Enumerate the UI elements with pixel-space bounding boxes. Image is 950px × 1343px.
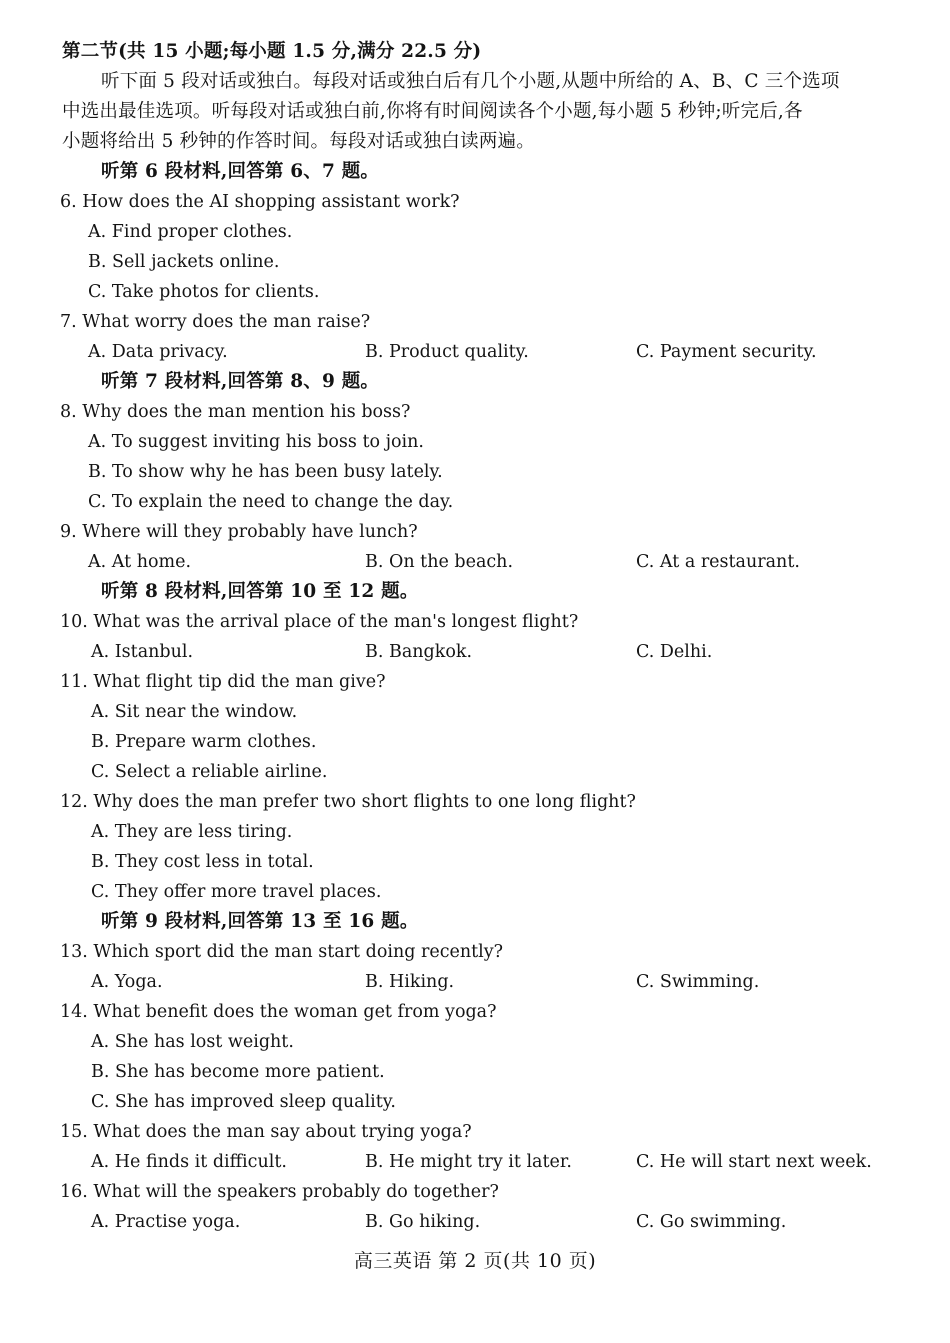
question-13-option-c: C. Swimming.	[636, 972, 760, 992]
question-15-option-a: A. He finds it difficult.	[91, 1152, 287, 1172]
question-12-option-c: C. They offer more travel places.	[91, 882, 382, 902]
question-11-option-c: C. Select a reliable airline.	[91, 762, 328, 782]
section-heading: 第二节(共 15 小题;每小题 1.5 分,满分 22.5 分)	[62, 41, 482, 62]
group-heading-7: 听第 7 段材料,回答第 8、9 题。	[101, 371, 380, 392]
question-7-options	[0, 337, 950, 367]
question-6-option-a: A. Find proper clothes.	[88, 222, 293, 242]
page-footer: 高三英语 第 2 页(共 10 页)	[353, 1250, 597, 1272]
question-15-option-c: C. He will start next week.	[636, 1152, 872, 1172]
question-8-stem: 8. Why does the man mention his boss?	[60, 402, 411, 422]
group-heading-6: 听第 6 段材料,回答第 6、7 题。	[101, 161, 380, 182]
question-16-options	[0, 1207, 950, 1237]
group-heading-9: 听第 9 段材料,回答第 13 至 16 题。	[101, 911, 419, 932]
question-7-option-c: C. Payment security.	[636, 342, 817, 362]
question-15-stem: 15. What does the man say about trying yoga?	[60, 1122, 472, 1142]
question-7-option-a: A. Data privacy.	[88, 342, 228, 362]
question-8-option-c: C. To explain the need to change the day.	[88, 492, 454, 512]
question-12-option-b: B. They cost less in total.	[91, 852, 314, 872]
question-14-option-c: C. She has improved sleep quality.	[91, 1092, 396, 1112]
question-10-option-b: B. Bangkok.	[365, 642, 473, 662]
question-16-option-b: B. Go hiking.	[365, 1212, 481, 1232]
question-6-option-b: B. Sell jackets online.	[88, 252, 280, 272]
question-13-option-a: A. Yoga.	[91, 972, 163, 992]
question-10-options	[0, 637, 950, 667]
question-11-option-a: A. Sit near the window.	[91, 702, 298, 722]
question-7-stem: 7. What worry does the man raise?	[60, 312, 371, 332]
question-13-stem: 13. Which sport did the man start doing recently?	[60, 942, 504, 962]
question-10-option-a: A. Istanbul.	[91, 642, 194, 662]
question-15-option-b: B. He might try it later.	[365, 1152, 572, 1172]
question-14-option-a: A. She has lost weight.	[91, 1032, 294, 1052]
question-7-option-b: B. Product quality.	[365, 342, 529, 362]
question-9-option-b: B. On the beach.	[365, 552, 514, 572]
question-10-option-c: C. Delhi.	[636, 642, 713, 662]
question-12-option-a: A. They are less tiring.	[91, 822, 293, 842]
question-13-option-b: B. Hiking.	[365, 972, 455, 992]
question-9-option-a: A. At home.	[88, 552, 192, 572]
question-14-option-b: B. She has become more patient.	[91, 1062, 385, 1082]
instructions-line-1: 听下面 5 段对话或独白。每段对话或独白后有几个小题,从题中所给的 A、B、C 三个选项	[101, 71, 840, 92]
question-16-option-a: A. Practise yoga.	[91, 1212, 241, 1232]
question-9-option-c: C. At a restaurant.	[636, 552, 800, 572]
question-9-stem: 9. Where will they probably have lunch?	[60, 522, 418, 542]
question-6-option-c: C. Take photos for clients.	[88, 282, 320, 302]
question-16-stem: 16. What will the speakers probably do together?	[60, 1182, 499, 1202]
question-15-options	[0, 1147, 950, 1177]
question-13-options	[0, 967, 950, 997]
instructions-line-3: 小题将给出 5 秒钟的作答时间。每段对话或独白读两遍。	[62, 131, 535, 152]
question-8-option-a: A. To suggest inviting his boss to join.	[88, 432, 424, 452]
question-16-option-c: C. Go swimming.	[636, 1212, 787, 1232]
question-12-stem: 12. Why does the man prefer two short flights to one long flight?	[60, 792, 636, 812]
question-8-option-b: B. To show why he has been busy lately.	[88, 462, 443, 482]
question-11-stem: 11. What flight tip did the man give?	[60, 672, 386, 692]
question-11-option-b: B. Prepare warm clothes.	[91, 732, 317, 752]
group-heading-8: 听第 8 段材料,回答第 10 至 12 题。	[101, 581, 419, 602]
instructions-line-2: 中选出最佳选项。听每段对话或独白前,你将有时间阅读各个小题,每小题 5 秒钟;听完后,各	[62, 101, 803, 122]
question-6-stem: 6. How does the AI shopping assistant work?	[60, 192, 460, 212]
question-14-stem: 14. What benefit does the woman get from yoga?	[60, 1002, 497, 1022]
question-9-options	[0, 547, 950, 577]
question-10-stem: 10. What was the arrival place of the man's longest flight?	[60, 612, 579, 632]
